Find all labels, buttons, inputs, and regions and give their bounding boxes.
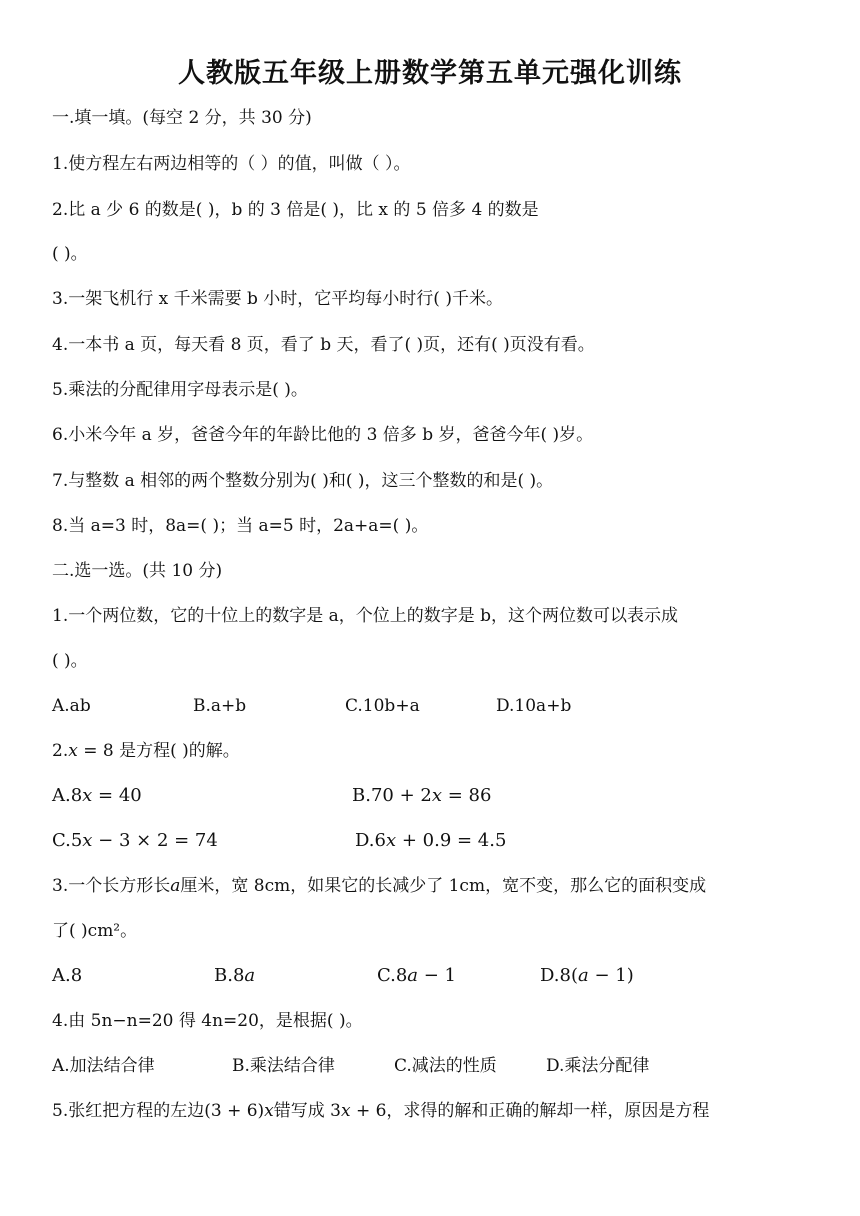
option-a: A.8 [52,965,83,986]
question-2-2: 2.𝑥 = 8 是方程( )的解。 [52,741,240,761]
question-2-3-line1: 3.一个长方形长𝑎厘米，宽 8cm，如果它的长减少了 1cm，宽不变，那么它的面积变成 [52,876,707,896]
section2-heading: 二.选一选。(共 10 分) [52,561,223,581]
page-title: 人教版五年级上册数学第五单元强化训练 [178,58,682,89]
question-2-1-line2: ( )。 [52,651,88,671]
question-1-3: 3.一架飞机行 x 千米需要 b 小时，它平均每小时行( )千米。 [52,289,503,309]
option-b: B.乘法结合律 [232,1056,335,1076]
option-b: B.a+b [193,696,247,716]
option-d: D.10a+b [496,696,572,716]
option-a: A.8𝑥 = 40 [52,785,142,806]
question-1-2-line2: ( )。 [52,244,88,264]
option-b: B.70 + 2𝑥 = 86 [352,785,492,806]
option-d: D.6𝑥 + 0.9 = 4.5 [355,830,507,851]
section1-heading: 一.填一填。(每空 2 分，共 30 分) [52,108,312,128]
question-1-6: 6.小米今年 a 岁，爸爸今年的年龄比他的 3 倍多 b 岁，爸爸今年( )岁。 [52,425,594,445]
option-c: C.10b+a [345,696,420,716]
question-1-2-line1: 2.比 a 少 6 的数是( )，b 的 3 倍是( )，比 x 的 5 倍多 4 的数是 [52,200,539,220]
question-2-5-line1: 5.张红把方程的左边(3 + 6)𝑥错写成 3𝑥 + 6，求得的解和正确的解却一样，原因是方程 [52,1101,710,1121]
option-d: D.8(𝑎 − 1) [540,965,634,986]
question-1-4: 4.一本书 a 页，每天看 8 页，看了 b 天，看了( )页，还有( )页没有看。 [52,335,595,355]
question-1-8: 8.当 a=3 时，8a=( )；当 a=5 时，2a+a=( )。 [52,516,429,536]
option-c: C.5𝑥 − 3 × 2 = 74 [52,830,218,851]
option-c: C.8𝑎 − 1 [377,965,457,986]
question-2-4: 4.由 5n−n=20 得 4n=20，是根据( )。 [52,1011,363,1031]
question-2-1-line1: 1.一个两位数，它的十位上的数字是 a，个位上的数字是 b，这个两位数可以表示成 [52,606,679,626]
option-b: B.8𝑎 [214,965,256,986]
option-c: C.减法的性质 [394,1056,497,1076]
question-1-7: 7.与整数 a 相邻的两个整数分别为( )和( )，这三个整数的和是( )。 [52,471,554,491]
option-a: A.ab [52,696,91,716]
option-d: D.乘法分配律 [546,1056,650,1076]
option-a: A.加法结合律 [52,1056,155,1076]
question-2-3-line2: 了( )cm²。 [52,921,138,941]
question-1-5: 5.乘法的分配律用字母表示是( )。 [52,380,308,400]
question-1-1: 1.使方程左右两边相等的（ ）的值，叫做（ ）。 [52,154,411,174]
